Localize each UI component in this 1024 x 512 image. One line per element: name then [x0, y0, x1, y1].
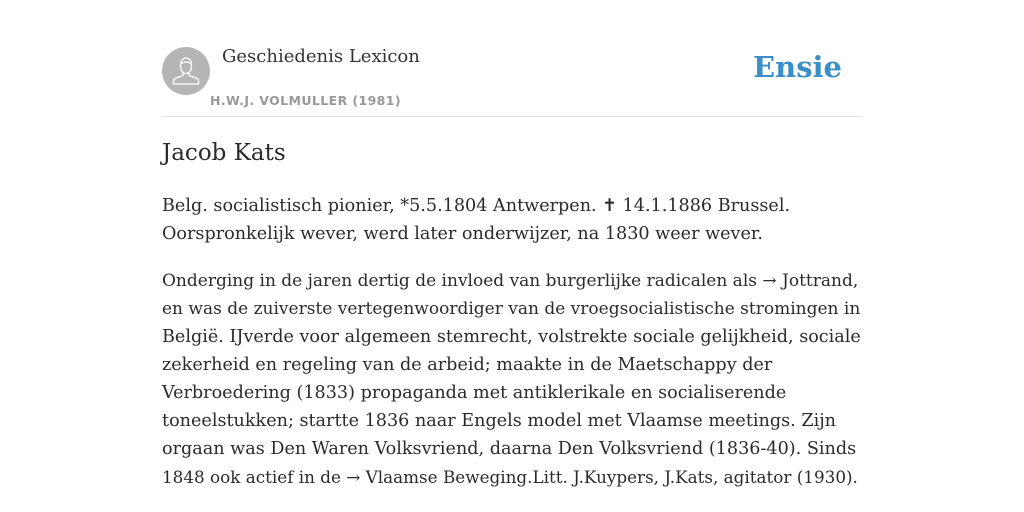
entry-paragraph-2 — [162, 267, 862, 491]
lexicon-title[interactable]: Geschiedenis Lexicon — [222, 46, 420, 67]
card-header — [162, 0, 862, 117]
entry-paragraph-1 — [162, 192, 862, 248]
brand-logo[interactable]: Ensie — [753, 50, 842, 84]
paragraph-line: en was de zuiverste vertegenwoordiger van de vroegsocialistische stromingen in — [162, 299, 861, 319]
paragraph-line: orgaan was Den Waren Volksvriend, daarna Den Volksvriend (1836-40). Sinds — [162, 439, 857, 459]
paragraph-line: Oorspronkelijk wever, werd later onderwijzer, na 1830 weer wever. — [162, 224, 763, 244]
paragraph-line: België. IJverde voor algemeen stemrecht, volstrekte sociale gelijkheid, sociale — [162, 327, 861, 347]
paragraph-line: toneelstukken; startte 1836 naar Engels model met Vlaamse meetings. Zijn — [162, 411, 836, 431]
paragraph-line: zekerheid en regeling van de arbeid; maakte in de Maetschappy der — [162, 355, 773, 375]
author-credit: H.W.J. VOLMULLER (1981) — [210, 93, 401, 108]
paragraph-line: 1848 ook actief in de → Vlaamse Beweging.Litt. J.Kuypers, J.Kats, agitator (1930). — [162, 467, 858, 487]
paragraph-line: Onderging in de jaren dertig de invloed van burgerlijke radicalen als → Jottrand, — [162, 271, 859, 291]
entry-title: Jacob Kats — [162, 140, 286, 166]
lexicon-card — [162, 0, 862, 512]
user-icon — [162, 47, 210, 95]
paragraph-line: Belg. socialistisch pionier, *5.5.1804 Antwerpen. ✝ 14.1.1886 Brussel. — [162, 196, 791, 216]
paragraph-line: Verbroedering (1833) propaganda met antiklerikale en socialiserende — [162, 383, 787, 403]
avatar[interactable] — [162, 47, 210, 95]
